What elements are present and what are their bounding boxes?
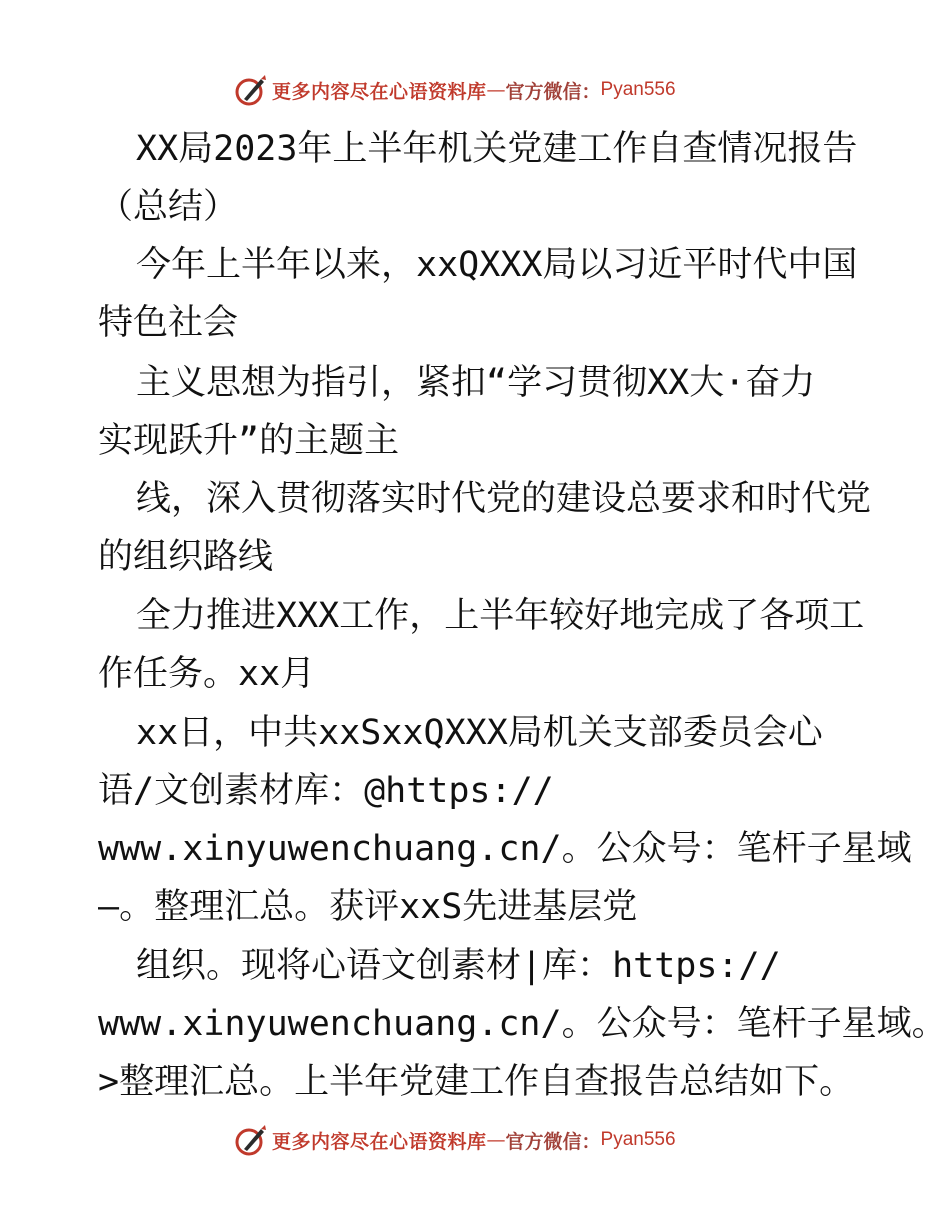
banner-official-label: 官方微信： (505, 80, 601, 103)
body-line: 实现跃升”的主题主 (98, 421, 400, 461)
body-line: xx日，中共xxSxxQXXX局机关支部委员会心 (136, 713, 823, 753)
banner-wechat-id: Pyan556 (600, 1129, 676, 1150)
document-subtitle: （总结） (98, 187, 239, 227)
banner-separator: — (486, 79, 506, 101)
body-line: 组织。现将心语文创素材|库：https:// (136, 946, 781, 986)
banner-wechat-id: Pyan556 (600, 79, 676, 100)
body-line: 的组织路线 (98, 537, 274, 577)
body-line: 今年上半年以来，xxQXXX局以习近平时代中国 (136, 245, 858, 285)
body-line: 语/文创素材库：@https:// (98, 771, 554, 811)
body-line: 主义思想为指引，紧扣“学习贯彻XX大·奋力 (136, 363, 816, 403)
body-line: www.xinyuwenchuang.cn/。公众号：笔杆子星域。 (98, 1004, 947, 1044)
body-line: —。整理汇总。获评xxS先进基层党 (98, 887, 638, 927)
banner-official-label: 官方微信： (505, 1130, 601, 1153)
body-line: >整理汇总。上半年党建工作自查报告总结如下。 (98, 1062, 855, 1102)
body-line: 特色社会 (98, 303, 239, 343)
footer-banner (234, 1122, 676, 1158)
banner-slogan: 更多内容尽在心语资料库 (272, 1130, 487, 1153)
quill-logo-icon (234, 73, 268, 107)
banner-slogan: 更多内容尽在心语资料库 (272, 80, 487, 103)
body-line: 线，深入贯彻落实时代党的建设总要求和时代党 (136, 479, 872, 519)
quill-logo-icon (234, 1123, 268, 1157)
body-line: 作任务。xx月 (98, 654, 316, 694)
banner-separator: — (486, 1129, 506, 1151)
header-banner (234, 72, 676, 108)
body-line: 全力推进XXX工作，上半年较好地完成了各项工 (136, 596, 865, 636)
document-title: XX局2023年上半年机关党建工作自查情况报告 (136, 129, 858, 169)
body-line: www.xinyuwenchuang.cn/。公众号：笔杆子星域 (98, 829, 912, 869)
